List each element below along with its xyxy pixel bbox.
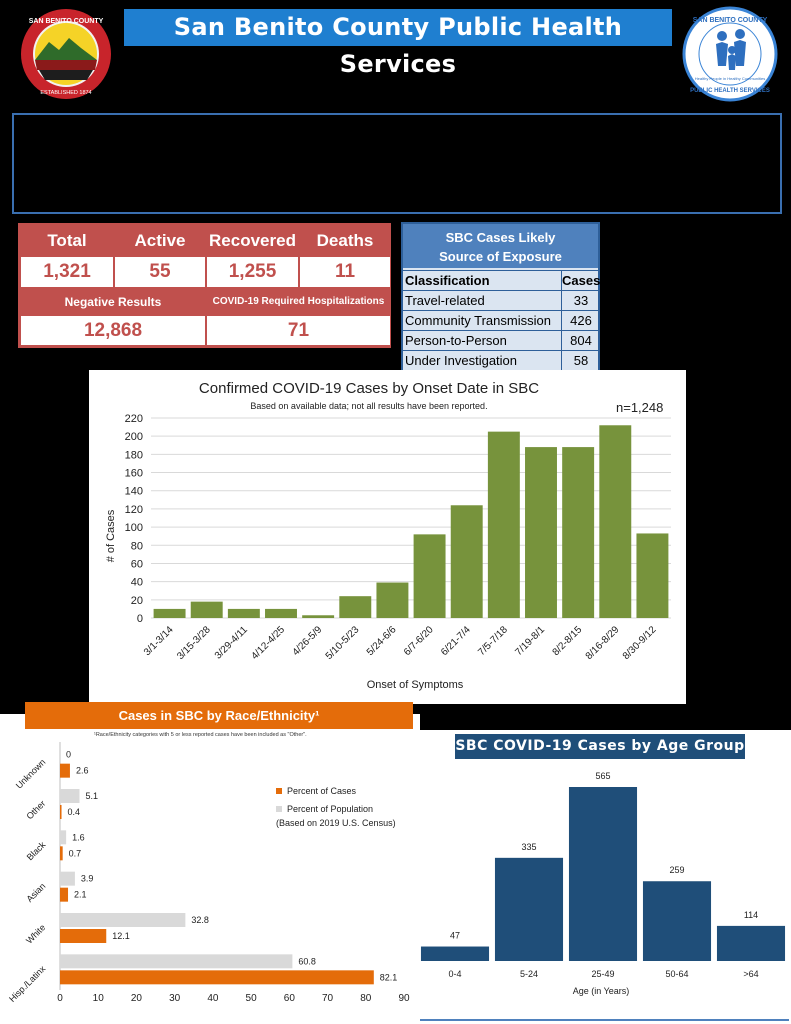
row-value: 804	[561, 331, 600, 351]
race-legend	[276, 786, 396, 828]
row-label: Travel-related	[405, 293, 485, 308]
population-bar	[60, 872, 75, 886]
cases-bar	[60, 929, 106, 943]
seal-bottom-text: ESTABLISHED 1874	[40, 90, 92, 96]
legend-census-note: (Based on 2019 U.S. Census)	[276, 818, 396, 828]
age-value-label: 335	[521, 841, 537, 852]
category-label: White	[24, 922, 48, 946]
active-value: 55	[114, 256, 206, 288]
public-health-logo	[682, 6, 778, 102]
x-tick-label: 40	[207, 993, 219, 1004]
onset-bar	[488, 432, 520, 618]
logo-tagline: Healthy People in Healthy Communities	[694, 76, 766, 81]
hospitalizations-label: COVID-19 Required Hospitalizations	[206, 288, 391, 315]
x-tick-label: 70	[321, 993, 334, 1004]
header-active: Active	[114, 225, 206, 256]
onset-x-label: Onset of Symptoms	[366, 679, 464, 691]
table-row	[403, 350, 598, 370]
x-tick-label: 8/30-9/12	[620, 624, 659, 663]
category-label: Unknown	[13, 757, 48, 791]
x-tick-label: 10	[92, 993, 104, 1004]
onset-bar	[599, 425, 631, 618]
logo-bottom-text: PUBLIC HEALTH SERVICES	[690, 88, 770, 94]
negative-results-value: 12,868	[20, 315, 206, 346]
x-tick-label: 0	[57, 993, 63, 1004]
onset-y-label: # of Cases	[105, 509, 117, 563]
onset-bar	[302, 615, 334, 618]
y-tick-label: 140	[124, 485, 143, 498]
race-chart	[0, 714, 420, 1024]
age-value-label: 259	[669, 865, 685, 876]
onset-chart-annotation: n=1,248	[616, 400, 664, 415]
category-label: Hisp./Latinx	[7, 963, 48, 1005]
population-bar	[60, 830, 66, 844]
table-row	[403, 290, 598, 310]
y-tick-label: 180	[124, 449, 143, 462]
population-bar	[60, 913, 185, 927]
age-category-label: 0-4	[448, 969, 462, 979]
onset-bar	[228, 609, 260, 618]
x-tick-label: 4/12-4/25	[249, 624, 288, 663]
onset-bar	[265, 609, 297, 618]
onset-chart	[89, 370, 686, 704]
onset-bar	[376, 583, 408, 618]
x-tick-label: 20	[130, 993, 143, 1004]
cases-label: 82.1	[379, 972, 398, 983]
population-label: 3.9	[80, 873, 94, 884]
x-tick-label: 3/15-3/28	[175, 624, 213, 663]
population-label: 1.6	[72, 832, 85, 843]
age-chart	[418, 730, 791, 1024]
x-tick-label: 90	[398, 993, 410, 1004]
onset-bar	[451, 505, 483, 618]
row-value: 33	[561, 291, 600, 311]
age-category-label: 50-64	[665, 969, 689, 979]
x-tick-label: 50	[245, 993, 257, 1004]
y-tick-label: 200	[124, 431, 143, 444]
x-tick-label: 3/1-3/14	[141, 624, 176, 659]
onset-bar	[339, 596, 371, 618]
cases-header: Cases	[561, 271, 600, 291]
cases-label: 2.1	[74, 889, 87, 900]
legend-swatch-cases	[276, 788, 282, 794]
x-tick-label: 30	[169, 993, 181, 1004]
category-label: Black	[24, 839, 48, 863]
x-tick-label: 5/10-5/23	[323, 624, 362, 663]
race-chart-panel	[0, 714, 420, 1024]
table-row	[403, 330, 598, 350]
population-label: 32.8	[191, 915, 209, 925]
x-tick-label: 6/7-6/20	[401, 624, 436, 659]
cases-label: 12.1	[112, 931, 130, 941]
age-category-label: 5-24	[519, 969, 539, 979]
x-tick-label: 6/21-7/4	[439, 624, 473, 659]
legend-cases-label: Percent of Cases	[287, 786, 357, 796]
cases-label: 0.7	[68, 848, 82, 859]
header-total: Total	[20, 225, 114, 256]
exposure-title-line2: Source of Exposure	[439, 249, 562, 264]
age-chart-title: SBC COVID-19 Cases by Age Group	[455, 734, 745, 759]
y-tick-label: 0	[136, 613, 143, 625]
age-bar	[421, 947, 489, 961]
hospitalizations-value: 71	[206, 315, 391, 346]
cases-bar	[60, 764, 70, 778]
y-tick-label: 160	[124, 467, 143, 480]
y-tick-label: 220	[124, 413, 143, 425]
seal-top-text: SAN BENITO COUNTY	[28, 18, 104, 25]
exposure-source-table	[401, 222, 600, 372]
header-deaths: Deaths	[299, 225, 391, 256]
race-chart-title: Cases in SBC by Race/Ethnicity¹	[25, 702, 413, 729]
onset-bar	[562, 447, 594, 618]
y-tick-label: 40	[130, 576, 143, 589]
race-footnote: ¹Race/Ethnicity categories with 5 or less reported cases have been included as "Other".	[94, 732, 307, 738]
row-value: 426	[561, 311, 600, 331]
table-row	[403, 310, 598, 330]
exposure-title	[403, 224, 598, 268]
population-label: 0	[66, 749, 72, 760]
row-label: Under Investigation	[405, 353, 518, 368]
onset-bar	[414, 534, 446, 618]
x-tick-label: 7/5-7/18	[476, 624, 510, 659]
y-tick-label: 80	[130, 540, 143, 553]
case-summary-table	[18, 223, 391, 348]
cases-bar	[60, 846, 63, 860]
cases-bar	[60, 805, 62, 819]
y-tick-label: 20	[130, 594, 143, 607]
onset-bar	[525, 447, 557, 618]
onset-bar	[636, 533, 668, 618]
announcement-banner	[12, 113, 782, 214]
category-label: Asian	[24, 881, 48, 905]
population-bar	[60, 954, 292, 968]
age-bar	[495, 858, 563, 961]
x-tick-label: 3/29-4/11	[212, 624, 250, 662]
age-value-label: 565	[595, 771, 611, 781]
age-category-label: >64	[743, 969, 759, 979]
logo-top-text: SAN BENITO COUNTY	[692, 17, 768, 24]
age-bar	[717, 926, 785, 961]
population-bar	[60, 789, 79, 803]
deaths-value: 11	[299, 256, 391, 288]
age-chart-panel	[418, 730, 791, 1024]
header-recovered: Recovered	[206, 225, 299, 256]
onset-chart-subtitle: Based on available data; not all results have been reported.	[250, 401, 488, 411]
x-tick-label: 60	[283, 993, 295, 1004]
x-tick-label: 80	[360, 993, 372, 1004]
x-tick-label: 5/24-6/6	[364, 624, 399, 659]
legend-swatch-population	[276, 806, 282, 812]
onset-bar	[191, 602, 223, 618]
legend-population-label: Percent of Population	[287, 804, 374, 814]
population-label: 60.8	[298, 956, 316, 967]
cases-bar	[60, 888, 68, 902]
county-seal	[19, 8, 113, 100]
x-tick-label: 8/2-8/15	[550, 624, 585, 659]
onset-chart-title: Confirmed COVID-19 Cases by Onset Date in SBC	[198, 380, 540, 397]
total-value: 1,321	[20, 256, 114, 288]
age-value-label: 114	[743, 909, 759, 920]
negative-results-label: Negative Results	[20, 288, 206, 315]
exposure-title-line1: SBC Cases Likely	[445, 230, 556, 245]
age-bar	[569, 787, 637, 961]
population-label: 5.1	[85, 791, 99, 801]
row-label: Person-to-Person	[405, 333, 507, 348]
onset-chart-panel	[89, 370, 686, 704]
y-tick-label: 100	[124, 522, 143, 535]
cases-label: 2.6	[75, 765, 89, 776]
x-tick-label: 4/26-5/9	[290, 624, 325, 659]
age-x-label: Age (in Years)	[572, 986, 630, 996]
category-label: Other	[24, 798, 48, 822]
row-label: Community Transmission	[405, 313, 551, 328]
row-value: 58	[561, 351, 600, 371]
classification-header: Classification	[405, 273, 490, 288]
cases-bar	[60, 970, 374, 984]
age-bar	[643, 881, 711, 961]
y-tick-label: 60	[130, 558, 143, 571]
y-tick-label: 120	[124, 503, 143, 516]
onset-bar	[154, 609, 186, 618]
exposure-header-row	[403, 270, 601, 290]
cases-label: 0.4	[67, 807, 81, 817]
x-tick-label: 8/16-8/29	[583, 624, 622, 663]
recovered-value: 1,255	[206, 256, 299, 288]
age-category-label: 25-49	[591, 969, 615, 979]
x-tick-label: 7/19-8/1	[513, 624, 548, 659]
page-title: San Benito County Public Health Services	[124, 9, 672, 46]
age-value-label: 47	[449, 930, 461, 941]
